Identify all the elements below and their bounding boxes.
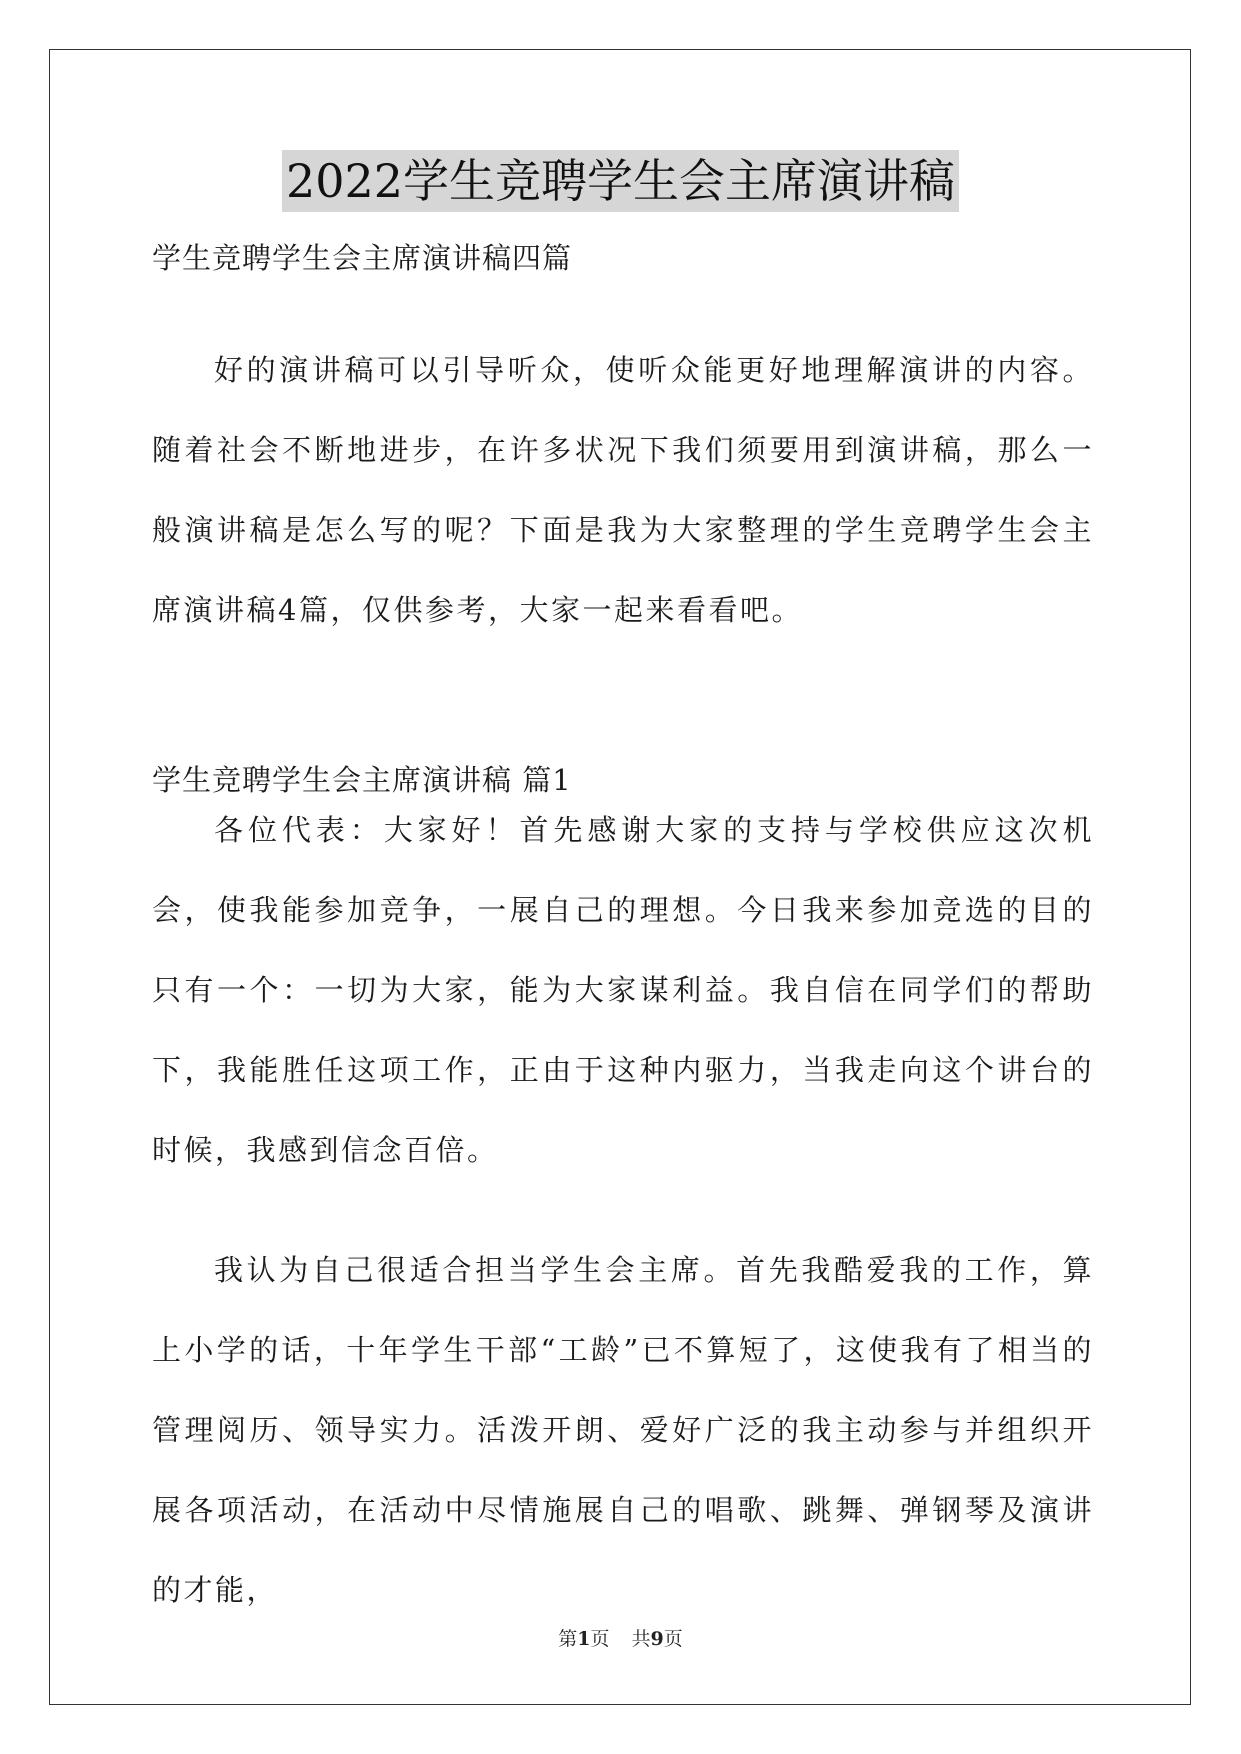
total-suffix: 页 — [663, 1628, 683, 1650]
body-paragraph-2: 我认为自己很适合担当学生会主席。首先我酷爱我的工作，算上小学的话，十年学生干部“工龄”已不算短了，这使我有了相当的管理阅历、领导实力。活泼开朗、爱好广泛的我主动参与并组织开展各项活动，在活动中尽情施展自己的唱歌、跳舞、弹钢琴及演讲的才能， — [152, 1253, 1094, 1607]
document-title: 2022学生竞聘学生会主席演讲稿 — [282, 150, 959, 212]
page-footer — [0, 1624, 1241, 1651]
document-subtitle: 学生竞聘学生会主席演讲稿四篇 — [152, 241, 573, 275]
total-pages: 9 — [650, 1628, 664, 1650]
intro-paragraph: 好的演讲稿可以引导听众，使听众能更好地理解演讲的内容。随着社会不断地进步，在许多状况下我们须要用到演讲稿，那么一般演讲稿是怎么写的呢？下面是我为大家整理的学生竞聘学生会主席演讲稿4篇，仅供参考，大家一起来看看吧。 — [152, 353, 1094, 627]
page-number: 1 — [577, 1628, 591, 1650]
page-suffix: 页 — [590, 1628, 610, 1650]
title-container — [0, 150, 1241, 212]
page-prefix: 第 — [558, 1628, 578, 1650]
section-heading: 学生竞聘学生会主席演讲稿 篇1 — [152, 763, 572, 797]
body-paragraph-1: 各位代表：大家好！首先感谢大家的支持与学校供应这次机会，使我能参加竞争，一展自己的理想。今日我来参加竞选的目的只有一个：一切为大家，能为大家谋利益。我自信在同学们的帮助下，我能胜任这项工作，正由于这种内驱力，当我走向这个讲台的时候，我感到信念百倍。 — [152, 813, 1094, 1167]
total-prefix: 共 — [631, 1628, 651, 1650]
